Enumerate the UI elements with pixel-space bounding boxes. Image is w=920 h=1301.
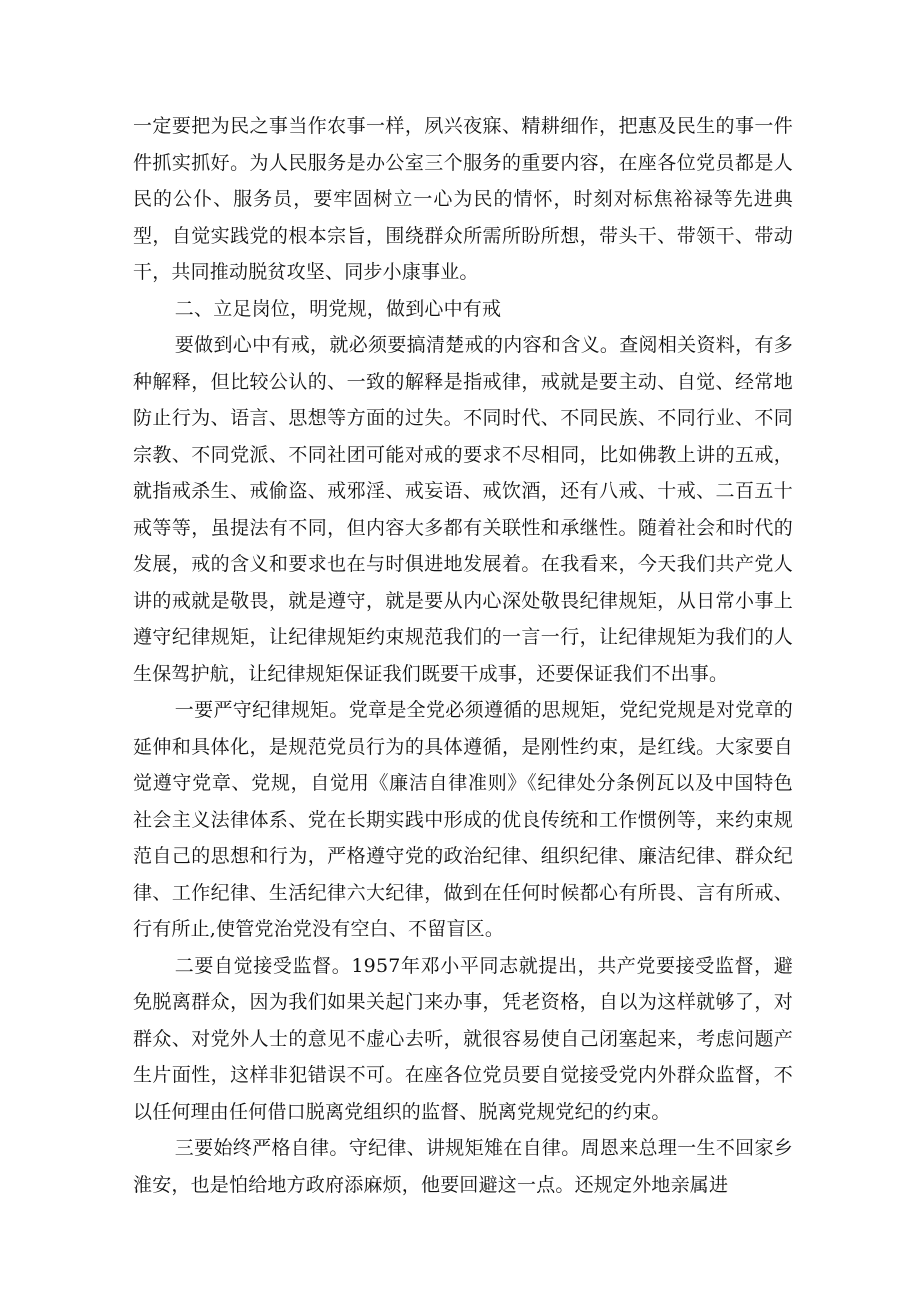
document-body <box>133 108 793 1203</box>
paragraph-4: 一要严守纪律规矩。党章是全党必须遵循的思规矩，党纪党规是对党章的延伸和具体化，是规范党员行为的具体遵循，是刚性约束，是红线。大家要自觉遵守党章、党规，自觉用《廉洁自律准则》《纪律处分条例瓦以及中国特色社会主义法律体系、党在长期实践中形成的优良传统和工作惯例等，来约束规范自己的思想和行为，严格遵守党的政治纪律、组织纪律、廉洁纪律、群众纪律、工作纪律、生活纪律六大纪律，做到在任何时候都心有所畏、言有所戒、行有所止,使管党治党没有空白、不留盲区。 <box>133 699 793 940</box>
section-heading: 二、立足岗位，明党规，做到心中有戒 <box>174 297 502 320</box>
paragraph-3: 要做到心中有戒，就必须要搞清楚戒的内容和含义。查阅相关资料，有多种解释，但比较公认的、一致的解释是指戒律，戒就是要主动、自觉、经常地防止行为、语言、思想等方面的过失。不同时代、不同民族、不同行业、不同宗教、不同党派、不同社团可能对戒的要求不尽相同，比如佛教上讲的五戒，就指戒杀生、戒偷盗、戒邪淫、戒妄语、戒饮酒，还有八戒、十戒、二百五十戒等等，虽提法有不同，但内容大多都有关联性和承继性。随着社会和时代的发展，戒的含义和要求也在与时俱进地发展着。在我看来，今天我们共产党人讲的戒就是敬畏，就是遵守，就是要从内心深处敬畏纪律规矩，从日常小事上遵守纪律规矩，让纪律规矩约束规范我们的一言一行，让纪律规矩为我们的人生保驾护航，让纪律规矩保证我们既要干成事，还要保证我们不出事。 <box>133 334 793 685</box>
paragraph-1: 一定要把为民之事当作农事一样，夙兴夜寐、精耕细作，把惠及民生的事一件件抓实抓好。为人民服务是办公室三个服务的重要内容，在座各位党员都是人民的公仆、服务员，要牢固树立一心为民的情怀，时刻对标焦裕禄等先进典型，自觉实践党的根本宗旨，围绕群众所需所盼所想，带头干、带领干、带动干，共同推动脱贫攻坚、同步小康事业。 <box>133 115 793 283</box>
paragraph-6: 三要始终严格自律。守纪律、讲规矩雉在自律。周恩来总理一生不回家乡淮安，也是怕给地方政府添麻烦，他要回避这一点。还规定外地亲属进 <box>133 1137 793 1196</box>
paragraph-5: 二要自觉接受监督。1957年邓小平同志就提出，共产党要接受监督，避免脱离群众，因为我们如果关起门来办事，凭老资格，自以为这样就够了，对群众、对党外人士的意见不虚心去听，就很容易使自己闭塞起来，考虑问题产生片面性，这样非犯错误不可。在座各位党员要自觉接受党内外群众监督，不以任何理由任何借口脱离党组织的监督、脱离党规党纪的约束。 <box>133 954 793 1123</box>
